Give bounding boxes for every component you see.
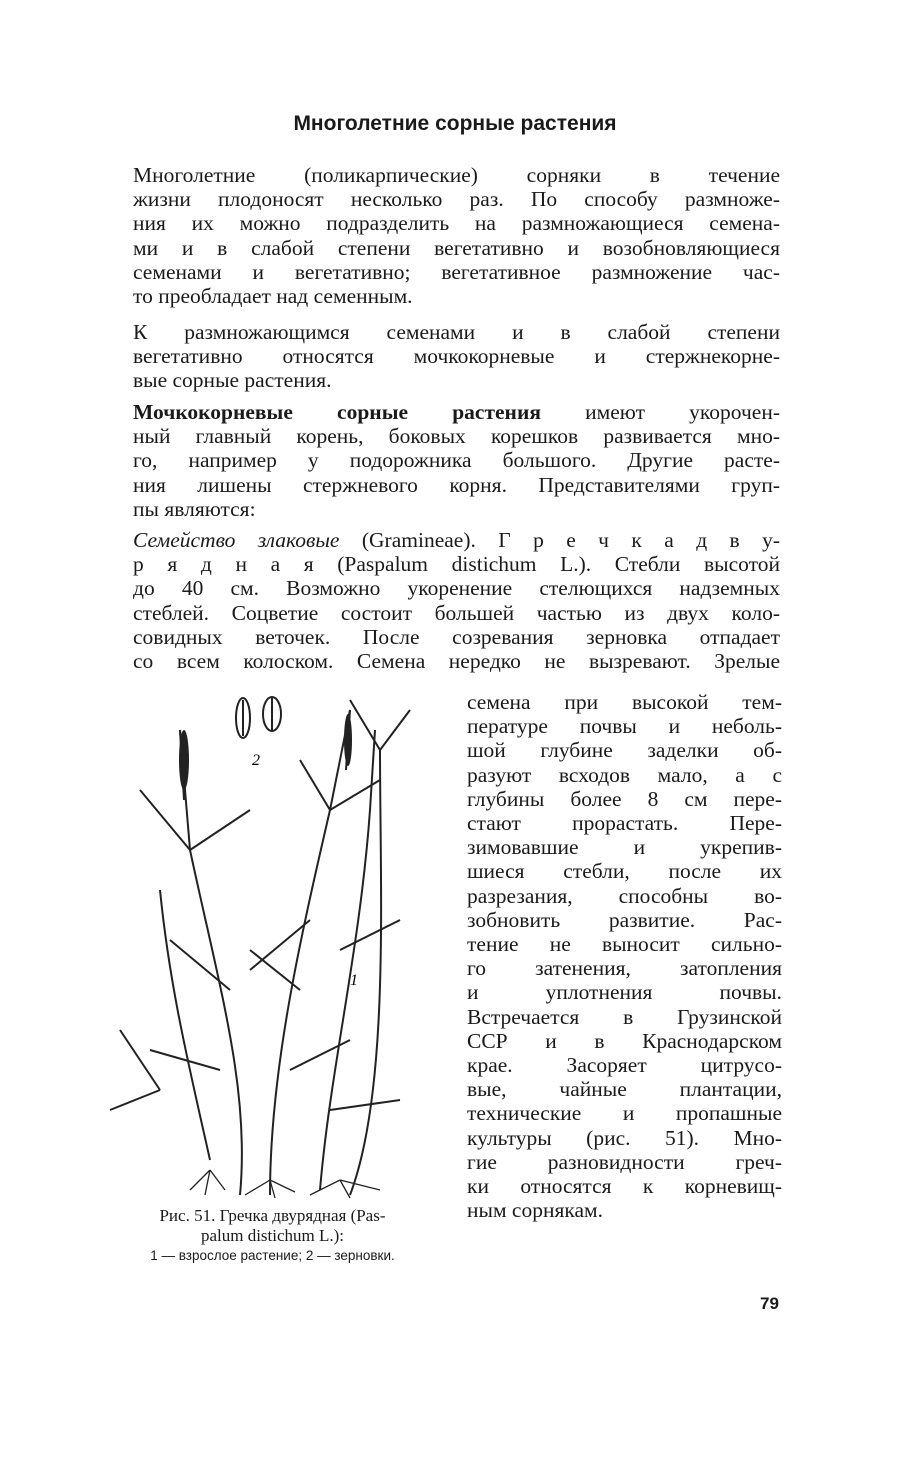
text-line: тение не выносит сильно- bbox=[467, 932, 782, 957]
text-line: ния лишены стержневого корня. Представителями груп- bbox=[133, 472, 780, 497]
caption-line: palum distichum L.): bbox=[200, 1226, 345, 1245]
text-line: пы являются: bbox=[133, 496, 256, 521]
text-line: зимовавшие и укрепив- bbox=[467, 835, 782, 860]
text-line: Встречается в Грузинской bbox=[467, 1004, 782, 1029]
text-line: стеблей. Соцветие состоит большей частью из двух коло- bbox=[133, 600, 780, 625]
text-line: зобновить развитие. Рас- bbox=[467, 907, 782, 932]
text-line: го, например у подорожника большого. Другие расте- bbox=[133, 448, 780, 473]
text-run: имеют укорочен- bbox=[540, 400, 780, 424]
text-line: ми и в слабой степени вегетативно и возобновляющиеся bbox=[133, 235, 780, 260]
section-heading: Многолетние сорные растения bbox=[293, 112, 617, 135]
wrapped-column bbox=[467, 690, 782, 1222]
text-line: р я д н а я (Paspalum distichum L.). Стебли высотой bbox=[133, 552, 780, 577]
bold-term: Мочкокорневые сорные растения bbox=[133, 400, 541, 424]
text-line: технические и пропашные bbox=[467, 1101, 782, 1126]
text-line: разрезания, способны во- bbox=[467, 883, 782, 908]
text-line: шиеся стебли, после их bbox=[467, 859, 782, 884]
text-line: ССР и в Краснодарском bbox=[467, 1028, 782, 1053]
text-line: и уплотнения почвы. bbox=[467, 980, 782, 1005]
text-line: ния их можно подразделить на размножающиеся семена- bbox=[133, 211, 780, 236]
italic-term: Семейство злаковые bbox=[133, 528, 340, 552]
paragraph-4 bbox=[133, 528, 780, 673]
text-line: стают прорастать. Пере- bbox=[467, 811, 782, 836]
text-line: Многолетние (поликарпические) сорняки в течение bbox=[133, 163, 780, 187]
text-line: вегетативно относятся мочкокорневые и стержнекорне- bbox=[133, 344, 780, 369]
paragraph-3 bbox=[133, 400, 780, 521]
text-line: вые сорные растения. bbox=[133, 368, 332, 393]
text-line: шой глубине заделки об- bbox=[467, 738, 782, 763]
figure-label-2: 2 bbox=[252, 752, 260, 769]
paragraph-2 bbox=[133, 320, 780, 393]
text-line bbox=[133, 528, 780, 552]
text-line: совидных веточек. После созревания зерновка отпадает bbox=[133, 624, 780, 649]
caption-legend: 1 — взрослое растение; 2 — зерновки. bbox=[150, 1248, 395, 1263]
text-line: ным сорнякам. bbox=[467, 1198, 604, 1223]
grass-drawing bbox=[100, 690, 440, 1200]
figure-caption bbox=[95, 1206, 450, 1266]
text-line: вые, чайные плантации, bbox=[467, 1077, 782, 1102]
paragraph-1 bbox=[133, 163, 780, 308]
text-line: глубины более 8 см пере- bbox=[467, 786, 782, 811]
text-line: со всем колоском. Семена нередко не вызревают. Зрелые bbox=[133, 649, 780, 674]
caption-line: Рис. 51. Гречка двурядная (Pas- bbox=[159, 1206, 386, 1225]
text-line: семена при высокой тем- bbox=[467, 690, 782, 714]
plant-illustration bbox=[100, 690, 440, 1200]
text-line: ный главный корень, боковых корешков развивается мно- bbox=[133, 424, 780, 449]
text-line: крае. Засоряет цитрусо- bbox=[467, 1053, 782, 1078]
text-line: разуют всходов мало, а с bbox=[467, 762, 782, 787]
text-line: пературе почвы и неболь- bbox=[467, 714, 782, 739]
page-number: 79 bbox=[760, 1294, 779, 1313]
text-line: ки относятся к корневищ- bbox=[467, 1174, 782, 1199]
text-line: до 40 см. Возможно укоренение стелющихся надземных bbox=[133, 576, 780, 601]
text-line: жизни плодоносят несколько раз. По способу размноже- bbox=[133, 187, 780, 212]
text-line: гие разновидности греч- bbox=[467, 1149, 782, 1174]
text-run: (Gramineae). Г р е ч к а д в у- bbox=[339, 528, 780, 552]
text-line: культуры (рис. 51). Мно- bbox=[467, 1125, 782, 1150]
text-line: то преобладает над семенным. bbox=[133, 284, 413, 309]
text-line: К размножающимся семенами и в слабой степени bbox=[133, 320, 780, 344]
text-line bbox=[133, 400, 780, 424]
figure-label-1: 1 bbox=[350, 972, 358, 989]
text-line: го затенения, затопления bbox=[467, 956, 782, 981]
text-line: семенами и вегетативно; вегетативное размножение час- bbox=[133, 259, 780, 284]
